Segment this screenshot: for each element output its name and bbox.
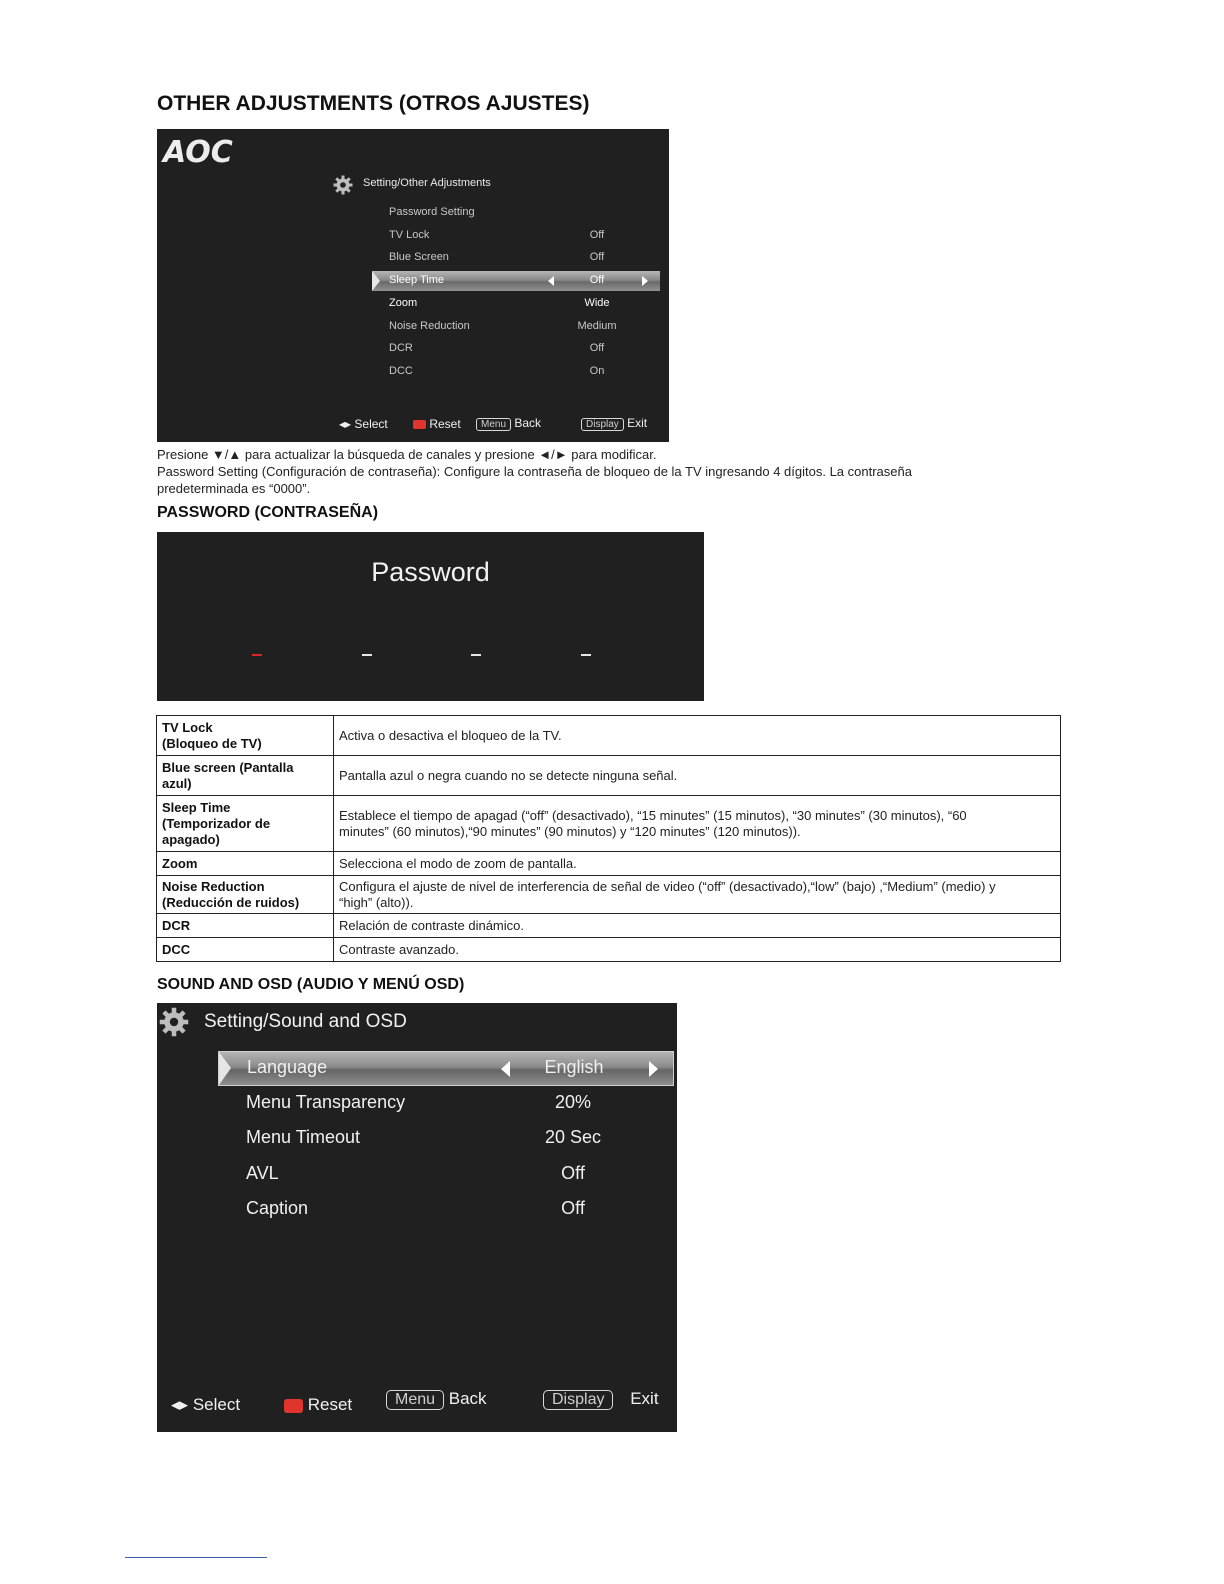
- password-digit-2[interactable]: [362, 654, 372, 656]
- gear-icon: [159, 1007, 189, 1037]
- table-row: [157, 876, 1061, 914]
- table-key-cell: Blue screen (Pantalla azul): [157, 756, 334, 796]
- footer-back-label: Back: [448, 1389, 487, 1408]
- menu-item-menu-transparency[interactable]: [218, 1087, 672, 1120]
- footer-select: [171, 1395, 240, 1415]
- password-digit-3[interactable]: [471, 654, 481, 656]
- left-right-arrows-icon: ◂▸: [339, 417, 352, 431]
- menu-item-label: DCC: [389, 365, 413, 377]
- menu-item-label: Sleep Time: [389, 274, 445, 286]
- table-key-cell: TV Lock (Bloqueo de TV): [157, 716, 334, 756]
- left-right-arrows-icon: ◂▸: [171, 1395, 189, 1414]
- menu-item-label: Noise Reduction: [389, 320, 470, 332]
- screen-title: Setting/Other Adjustments: [363, 177, 491, 189]
- footer-select-label: Select: [354, 417, 388, 431]
- table-desc-cell: Activa o desactiva el bloqueo de la TV.: [334, 716, 1061, 756]
- table-row: [157, 756, 1061, 796]
- menu-item-zoom[interactable]: [372, 294, 660, 314]
- section-heading-password: PASSWORD (CONTRASEÑA): [157, 504, 379, 521]
- menu-key-icon: Menu: [386, 1390, 444, 1410]
- menu-item-value: 20 Sec: [544, 1127, 602, 1147]
- gear-icon: [333, 175, 353, 195]
- menu-item-value: Off: [589, 251, 605, 263]
- menu-item-noise-reduction[interactable]: [372, 317, 660, 337]
- footer-exit: [581, 416, 647, 431]
- red-key-icon: [413, 420, 426, 429]
- display-key-icon: Display: [581, 418, 624, 431]
- table-key-cell: DCR: [157, 914, 334, 938]
- table-key-cell: Zoom: [157, 852, 334, 876]
- menu-item-value: 20%: [554, 1092, 592, 1112]
- menu-item-password-setting[interactable]: [372, 203, 660, 223]
- menu-item-dcc[interactable]: [372, 362, 660, 382]
- table-row: [157, 914, 1061, 938]
- menu-item-sleep-time[interactable]: [372, 271, 660, 291]
- password-digit-1[interactable]: [252, 654, 262, 656]
- menu-item-label: TV Lock: [389, 229, 430, 241]
- section-heading-sound-osd: SOUND AND OSD (AUDIO Y MENÚ OSD): [157, 976, 465, 993]
- footer-back: [476, 416, 541, 431]
- selection-marker: [372, 271, 380, 291]
- menu-item-value: On: [589, 365, 605, 377]
- footer-reset: [413, 417, 461, 431]
- footer-back: [386, 1389, 487, 1410]
- menu-item-label: Password Setting: [389, 206, 475, 218]
- table-key-cell: DCC: [157, 938, 334, 962]
- menu-item-label: Language: [247, 1057, 328, 1077]
- footer-exit: [543, 1389, 659, 1410]
- table-row: [157, 852, 1061, 876]
- password-title: Password: [371, 557, 490, 587]
- arrow-right-icon[interactable]: [649, 1061, 658, 1077]
- menu-item-language[interactable]: [218, 1051, 674, 1086]
- instruction-line-1: Presione ▼/▲ para actualizar la búsqueda de canales y presione ◄/► para modificar.: [157, 447, 657, 462]
- footer-exit-label: Exit: [630, 1389, 659, 1408]
- arrow-left-icon[interactable]: [548, 276, 554, 286]
- password-digit-4[interactable]: [581, 654, 591, 656]
- arrow-left-icon[interactable]: [501, 1061, 510, 1077]
- footer-select: [339, 417, 388, 431]
- display-key-icon: Display: [543, 1390, 613, 1410]
- settings-definitions-table: [156, 715, 1061, 962]
- password-screen: [157, 532, 704, 701]
- footer-back-label: Back: [514, 416, 542, 430]
- table-desc-cell: Contraste avanzado.: [334, 938, 1061, 962]
- footer-reset: [284, 1395, 352, 1415]
- menu-item-value: Off: [561, 1198, 585, 1218]
- screen-title: Setting/Sound and OSD: [204, 1011, 407, 1032]
- footer-select-label: Select: [192, 1395, 241, 1414]
- menu-item-label: DCR: [389, 342, 413, 354]
- menu-item-label: Blue Screen: [389, 251, 449, 263]
- menu-item-value: Wide: [584, 297, 610, 309]
- menu-item-blue-screen[interactable]: [372, 248, 660, 268]
- menu-key-icon: Menu: [476, 418, 511, 431]
- menu-item-value: Off: [589, 229, 605, 241]
- table-desc-cell: Configura el ajuste de nivel de interferencia de señal de video (“off” (desactivado),“low” (bajo) ,“Medium” (medio) y “high” (alto)).: [334, 876, 1061, 914]
- aoc-logo: AOC: [163, 135, 233, 170]
- menu-item-menu-timeout[interactable]: [218, 1122, 672, 1155]
- table-desc-cell: Establece el tiempo de apagad (“off” (desactivado), “15 minutes” (15 minutos), “30 minutes” (30 minutos), “60 minutes” (60 minutos),“90 minutes” (90 minutos) y “120 minutes” (120 minutos)).: [334, 796, 1061, 852]
- table-key-cell: Sleep Time (Temporizador de apagado): [157, 796, 334, 852]
- menu-item-label: Zoom: [389, 297, 418, 309]
- selection-marker: [219, 1052, 231, 1085]
- instruction-line-3: predeterminada es “0000”.: [157, 481, 311, 496]
- red-key-icon: [284, 1399, 303, 1413]
- footer-reset-label: Reset: [429, 417, 461, 431]
- footer-exit-label: Exit: [627, 416, 648, 430]
- menu-item-value: Medium: [577, 320, 617, 332]
- table-desc-cell: Relación de contraste dinámico.: [334, 914, 1061, 938]
- menu-item-value: Off: [561, 1163, 585, 1183]
- menu-item-value: English: [544, 1057, 604, 1077]
- menu-item-label: Menu Timeout: [246, 1127, 361, 1147]
- menu-item-value: Off: [589, 342, 605, 354]
- footer-rule: [125, 1557, 267, 1558]
- footer-reset-label: Reset: [307, 1395, 353, 1414]
- menu-item-label: Caption: [246, 1198, 309, 1218]
- instruction-line-2: Password Setting (Configuración de contraseña): Configure la contraseña de bloqueo de la TV ingresando 4 dígitos. La contraseña: [157, 464, 912, 479]
- other-adjustments-screen: [157, 129, 669, 442]
- menu-item-caption[interactable]: [218, 1193, 672, 1226]
- table-row: [157, 716, 1061, 756]
- menu-item-label: AVL: [246, 1163, 279, 1183]
- menu-item-tv-lock[interactable]: [372, 226, 660, 246]
- table-desc-cell: Selecciona el modo de zoom de pantalla.: [334, 852, 1061, 876]
- menu-item-label: Menu Transparency: [246, 1092, 406, 1112]
- table-key-cell: Noise Reduction (Reducción de ruidos): [157, 876, 334, 914]
- table-row: [157, 938, 1061, 962]
- section-heading-other-adjustments: OTHER ADJUSTMENTS (OTROS AJUSTES): [157, 92, 590, 115]
- menu-item-dcr[interactable]: [372, 339, 660, 359]
- table-desc-cell: Pantalla azul o negra cuando no se detecte ninguna señal.: [334, 756, 1061, 796]
- arrow-right-icon[interactable]: [642, 276, 648, 286]
- menu-item-avl[interactable]: [218, 1158, 672, 1191]
- menu-item-value: Off: [589, 274, 605, 286]
- table-row: [157, 796, 1061, 852]
- sound-osd-screen: [157, 1003, 677, 1432]
